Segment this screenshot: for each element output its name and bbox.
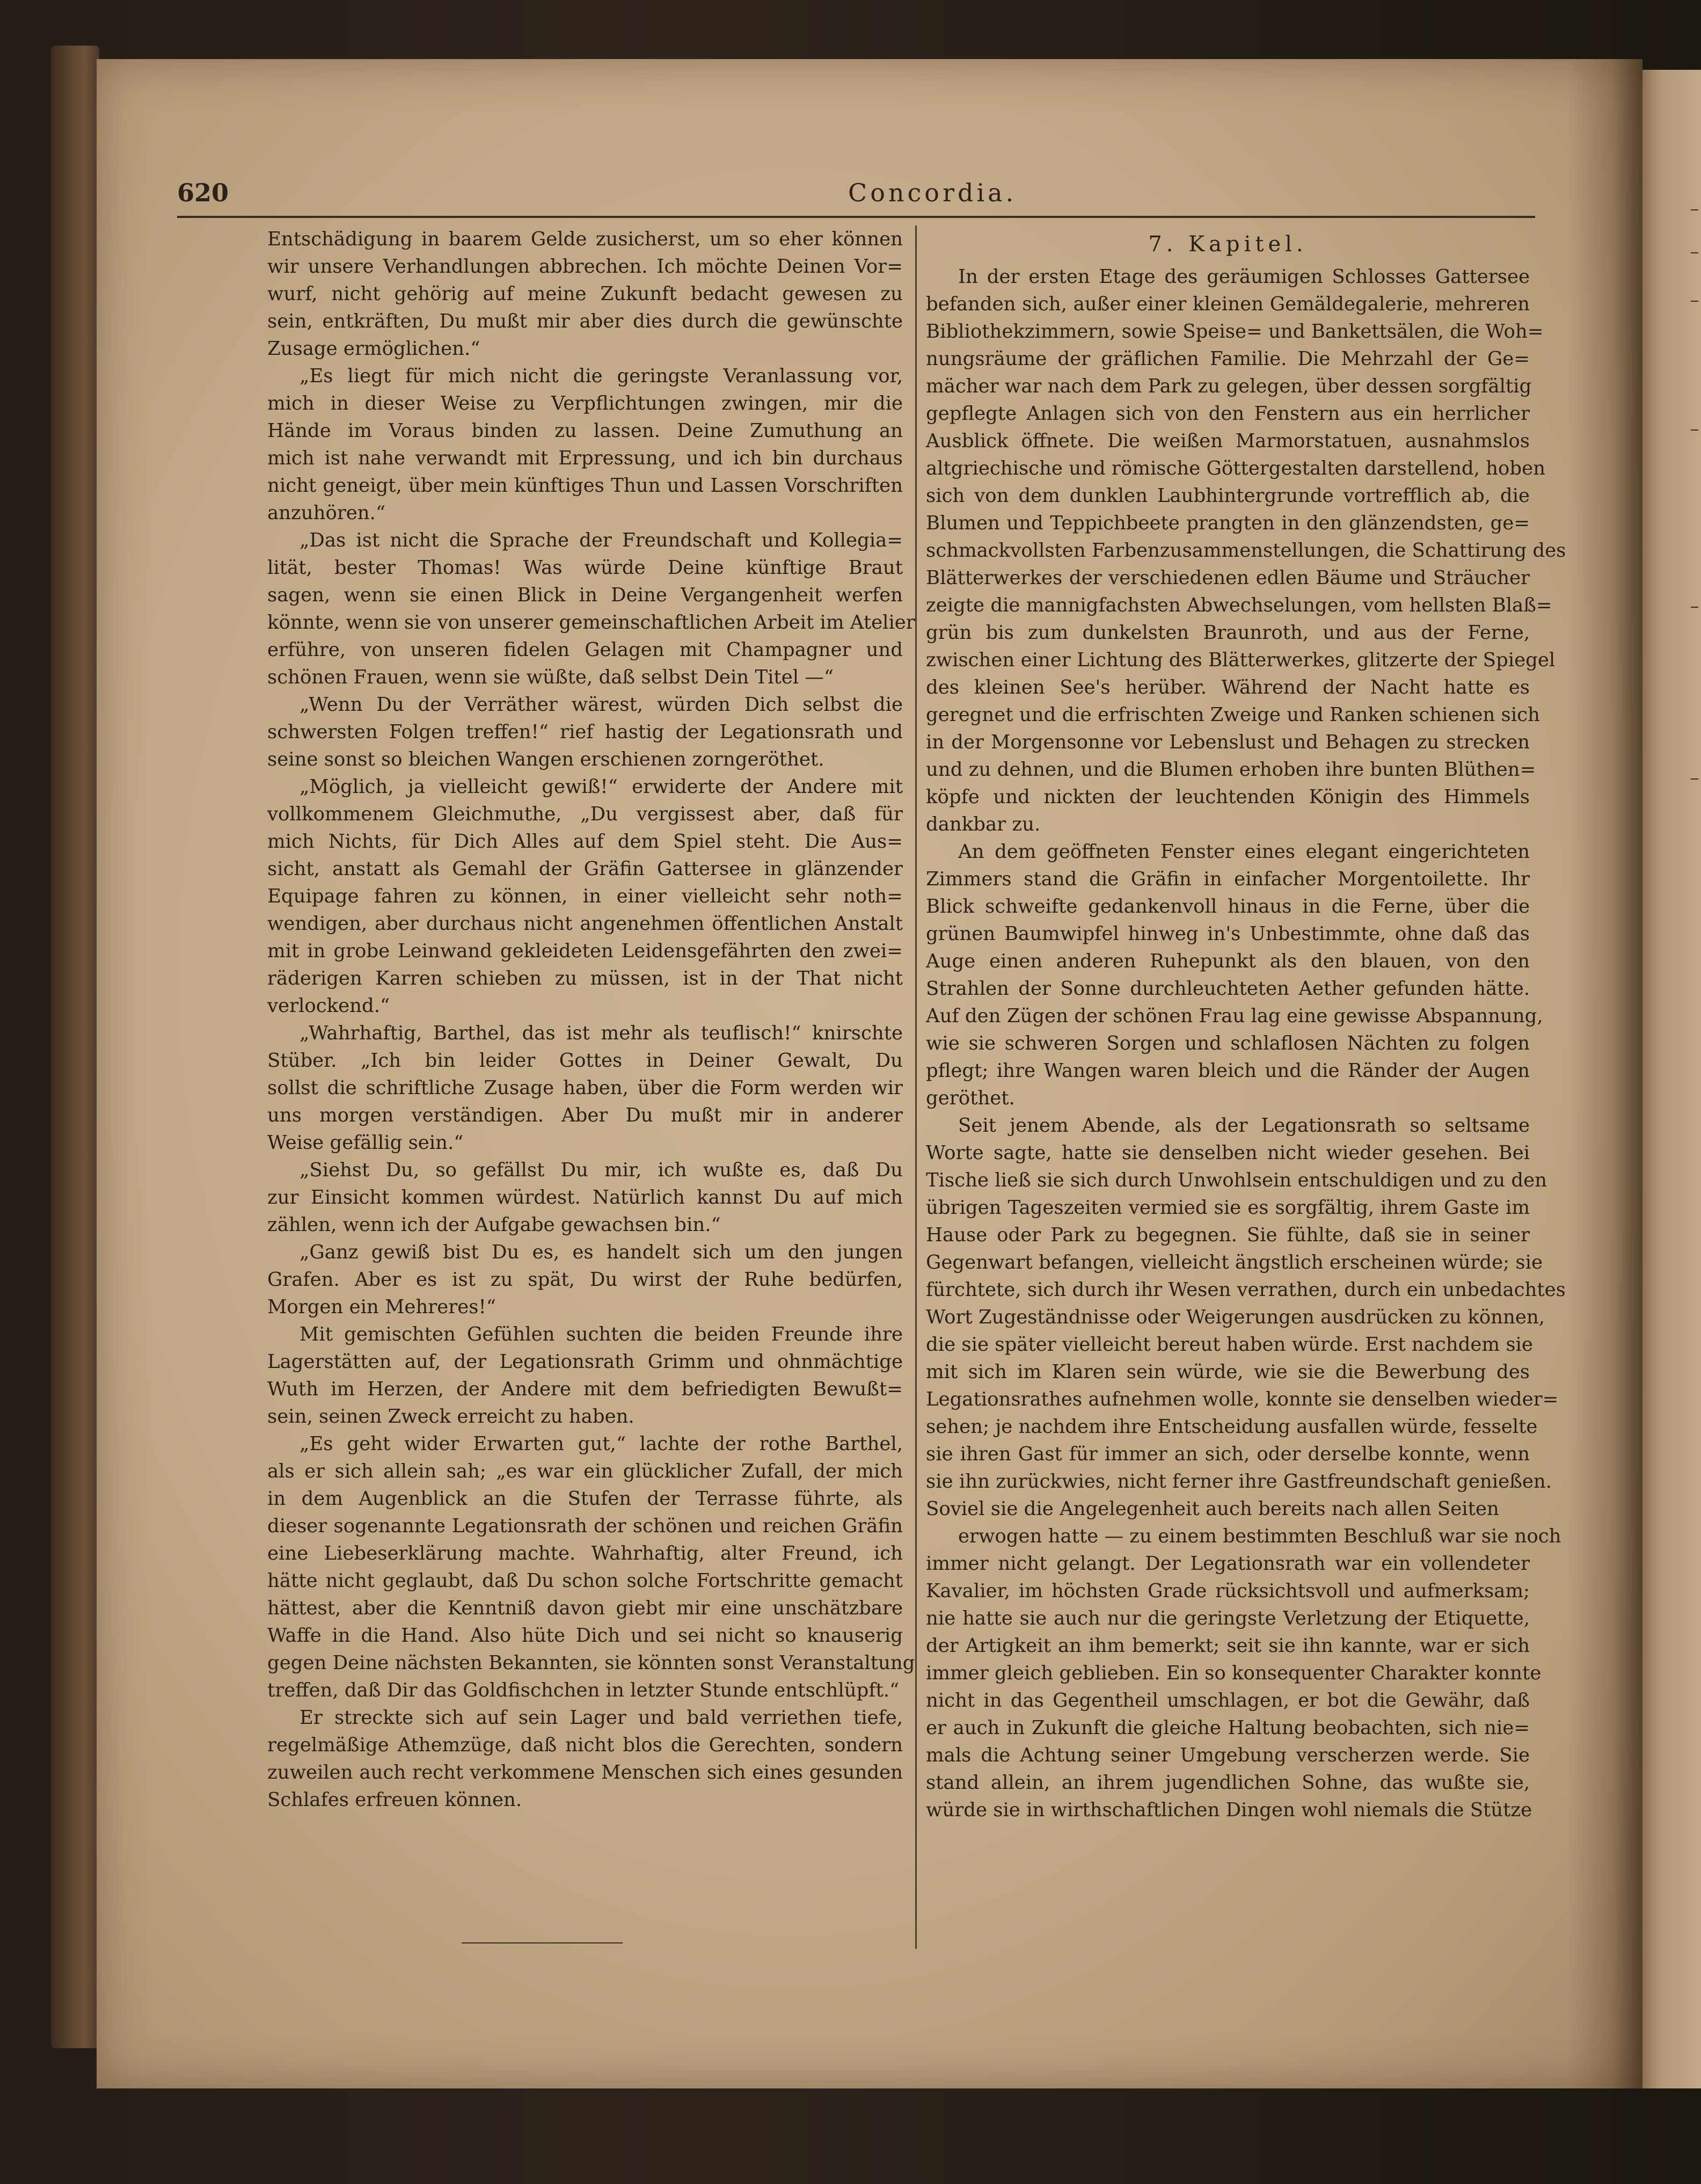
text-line: erwogen hatte — zu einem bestimmten Beschluß war sie noch	[958, 1525, 1561, 1547]
text-line: fürchtete, sich durch ihr Wesen verrathen, durch ein unbedachtes	[926, 1279, 1566, 1301]
text-line: Hände im Voraus binden zu lassen. Deine Zumuthung an	[267, 420, 903, 442]
text-line: lität, bester Thomas! Was würde Deine künftige Braut	[267, 557, 903, 579]
text-line: zwischen einer Lichtung des Blätterwerkes, glitzerte der Spiegel	[926, 649, 1556, 671]
text-line: Seit jenem Abende, als der Legationsrath so seltsame	[958, 1115, 1530, 1137]
next-page-edge-mark	[1691, 607, 1698, 608]
text-line: Waffe in die Hand. Also hüte Dich und sei nicht so knauserig	[267, 1625, 903, 1647]
column-divider	[915, 225, 917, 1949]
text-line: In der ersten Etage des geräumigen Schlosses Gattersee	[958, 266, 1530, 288]
text-line: würde sie in wirthschaftlichen Dingen wohl niemals die Stütze	[926, 1799, 1532, 1821]
text-line: sein, entkräften, Du mußt mir aber dies durch die gewünschte	[267, 310, 903, 332]
text-line: zur Einsicht kommen würdest. Natürlich kannst Du auf mich	[267, 1186, 903, 1209]
text-line: Hause oder Park zu begegnen. Sie fühlte, daß sie in seiner	[926, 1224, 1530, 1246]
text-line: wir unsere Verhandlungen abbrechen. Ich möchte Deinen Vor=	[267, 256, 903, 278]
text-line: sie ihren Gast für immer an sich, oder derselbe konnte, wenn	[926, 1443, 1530, 1465]
text-line: „Wenn Du der Verräther wärest, würden Dich selbst die	[300, 694, 903, 716]
next-page-edge-mark	[1691, 252, 1698, 253]
text-line: „Siehst Du, so gefällst Du mir, ich wußte es, daß Du	[300, 1159, 903, 1181]
text-line: Legationsrathes aufnehmen wolle, konnte sie denselben wieder=	[926, 1388, 1559, 1410]
text-line: als er sich allein sah; „es war ein glücklicher Zufall, der mich	[267, 1460, 903, 1482]
text-line: Zimmers stand die Gräfin in einfacher Morgentoilette. Ihr	[926, 868, 1530, 890]
text-line: Soviel sie die Angelegenheit auch bereits nach allen Seiten	[926, 1498, 1499, 1520]
running-head	[177, 178, 1481, 216]
text-line: Auge einen anderen Ruhepunkt als den blauen, von den	[926, 950, 1530, 972]
text-line: hätte nicht geglaubt, daß Du schon solche Fortschritte gemacht	[267, 1570, 903, 1592]
chapter-heading: 7. Kapitel.	[1148, 232, 1308, 257]
page-gutter-shadow	[1567, 59, 1642, 2088]
text-line: „Wahrhaftig, Barthel, das ist mehr als teuflisch!“ knirschte	[300, 1022, 903, 1044]
text-line: Zusage ermöglichen.“	[267, 338, 480, 360]
left-text-column	[267, 225, 915, 1814]
text-line: Auf den Zügen der schönen Frau lag eine gewisse Abspannung,	[926, 1005, 1543, 1027]
text-line: sehen; je nachdem ihre Entscheidung ausfallen würde, fesselte	[926, 1416, 1538, 1438]
text-line: schmackvollsten Farbenzusammenstellungen, die Schattirung des	[926, 540, 1566, 562]
text-line: mit in grobe Leinwand gekleideten Leidensgefährten den zwei=	[267, 940, 903, 962]
text-line: wie sie schweren Sorgen und schlaflosen Nächten zu folgen	[926, 1032, 1530, 1054]
text-line: Grafen. Aber es ist zu spät, Du wirst der Ruhe bedürfen,	[267, 1269, 903, 1291]
text-line: zählen, wenn ich der Aufgabe gewachsen bin.“	[267, 1214, 721, 1236]
text-line: Morgen ein Mehreres!“	[267, 1296, 496, 1318]
text-line: Strahlen der Sonne durchleuchteten Aether gefunden hätte.	[926, 978, 1530, 1000]
text-line: dieser sogenannte Legationsrath der schönen und reichen Gräfin	[267, 1515, 903, 1537]
text-line: übrigen Tageszeiten vermied sie es sorgfältig, ihrem Gaste im	[926, 1197, 1530, 1219]
text-line: wendigen, aber durchaus nicht angenehmen öffentlichen Anstalt	[267, 913, 903, 935]
next-page-edge-mark	[1691, 429, 1698, 431]
text-line: in der Morgensonne vor Lebenslust und Behagen zu strecken	[926, 731, 1530, 753]
text-line: die sie später vielleicht bereut haben würde. Erst nachdem sie	[926, 1334, 1533, 1356]
text-line: nicht geneigt, über mein künftiges Thun und Lassen Vorschriften	[267, 475, 903, 497]
text-line: in dem Augenblick an die Stufen der Terrasse führte, als	[267, 1488, 903, 1510]
text-line: Schlafes erfreuen können.	[267, 1789, 522, 1811]
text-line: köpfe und nickten der leuchtenden Königin des Himmels	[926, 786, 1530, 808]
text-line: geregnet und die erfrischten Zweige und Ranken schienen sich	[926, 704, 1540, 726]
text-line: nie hatte sie auch nur die geringste Verletzung der Etiquette,	[926, 1607, 1530, 1629]
text-line: hättest, aber die Kenntniß davon giebt mir eine unschätzbare	[267, 1597, 903, 1619]
text-line: und zu dehnen, und die Blumen erhoben ihre bunten Blüthen=	[926, 759, 1536, 781]
text-line: Tische ließ sie sich durch Unwohlsein entschuldigen und zu den	[926, 1169, 1547, 1191]
text-line: des kleinen See's herüber. Während der Nacht hatte es	[926, 676, 1530, 698]
text-line: Bibliothekzimmern, sowie Speise= und Bankettsälen, die Woh=	[926, 321, 1544, 343]
text-line: mächer war nach dem Park zu gelegen, über dessen sorgfältig	[926, 375, 1532, 397]
text-line: Er streckte sich auf sein Lager und bald verriethen tiefe,	[300, 1707, 903, 1729]
text-line: Equipage fahren zu können, in einer vielleicht sehr noth=	[267, 885, 903, 907]
text-line: mit sich im Klaren sein würde, wie sie die Bewerbung des	[926, 1361, 1530, 1383]
text-line: Weise gefällig sein.“	[267, 1132, 464, 1154]
text-line: Wort Zugeständnisse oder Weigerungen ausdrücken zu können,	[926, 1306, 1545, 1328]
text-line: wurf, nicht gehörig auf meine Zukunft bedacht gewesen zu	[267, 283, 903, 305]
text-line: anzuhören.“	[267, 502, 386, 524]
text-line: schwersten Folgen treffen!“ rief hastig der Legationsrath und	[267, 721, 903, 743]
text-line: gegen Deine nächsten Bekannten, sie könnten sonst Veranstaltung	[267, 1652, 915, 1674]
text-line: treffen, daß Dir das Goldfischchen in letzter Stunde entschlüpft.“	[267, 1679, 900, 1701]
text-line: geröthet.	[926, 1087, 1015, 1109]
page-number: 620	[177, 178, 229, 207]
text-line: Blick schweifte gedankenvoll hinaus in die Ferne, über die	[926, 896, 1530, 918]
text-line: An dem geöffneten Fenster eines elegant eingerichteten	[958, 841, 1530, 863]
text-line: Wuth im Herzen, der Andere mit dem befriedigten Bewußt=	[267, 1378, 903, 1400]
text-line: Blätterwerkes der verschiedenen edlen Bäume und Sträucher	[926, 567, 1530, 589]
header-rule	[177, 216, 1535, 218]
text-line: zeigte die mannigfachsten Abwechselungen, vom hellsten Blaß=	[926, 594, 1552, 616]
next-page-edge-mark	[1691, 209, 1698, 210]
text-line: nicht in das Gegentheil umschlagen, er bot die Gewähr, daß	[926, 1690, 1530, 1712]
text-line: zuweilen auch recht verkommene Menschen sich eines gesunden	[267, 1761, 903, 1783]
text-line: verlockend.“	[267, 995, 390, 1017]
text-line: Gegenwart befangen, vielleicht ängstlich erscheinen würde; sie	[926, 1251, 1543, 1273]
text-line: Kavalier, im höchsten Grade rücksichtsvoll und aufmerksam;	[926, 1580, 1530, 1602]
text-line: mich ist nahe verwandt mit Erpressung, und ich bin durchaus	[267, 447, 903, 469]
text-line: uns morgen verständigen. Aber Du mußt mir in anderer	[267, 1104, 903, 1126]
text-line: Mit gemischten Gefühlen suchten die beiden Freunde ihre	[300, 1323, 903, 1345]
text-line: altgriechische und römische Göttergestalten darstellend, hoben	[926, 457, 1546, 479]
next-page-edge-mark	[1691, 301, 1698, 302]
text-line: vollkommenem Gleichmuthe, „Du vergissest aber, daß für	[267, 803, 903, 825]
section-end-rule	[462, 1942, 623, 1943]
text-line: sicht, anstatt als Gemahl der Gräfin Gattersee in glänzender	[267, 858, 903, 880]
text-line: „Möglich, ja vielleicht gewiß!“ erwiderte der Andere mit	[300, 776, 903, 798]
text-line: sie ihn zurückwies, nicht ferner ihre Gastfreundschaft genießen.	[926, 1470, 1552, 1493]
text-line: sich von dem dunklen Laubhintergrunde vortrefflich ab, die	[926, 485, 1530, 507]
text-line: nungsräume der gräflichen Familie. Die Mehrzahl der Ge=	[926, 348, 1530, 370]
text-line: Worte sagte, hatte sie denselben nicht wieder gesehen. Bei	[926, 1142, 1530, 1164]
next-page-edge-mark	[1691, 778, 1698, 780]
right-text-column	[926, 225, 1566, 1824]
text-line: räderigen Karren schieben zu müssen, ist in der That nicht	[267, 967, 903, 989]
text-line: grün bis zum dunkelsten Braunroth, und aus der Ferne,	[926, 622, 1530, 644]
text-line: Lagerstätten auf, der Legationsrath Grimm und ohnmächtige	[267, 1351, 903, 1373]
text-line: mich in dieser Weise zu Verpflichtungen zwingen, mir die	[267, 392, 903, 414]
text-line: „Es liegt für mich nicht die geringste Veranlassung vor,	[300, 365, 903, 387]
text-line: immer gleich geblieben. Ein so konsequenter Charakter konnte	[926, 1662, 1542, 1684]
text-line: „Es geht wider Erwarten gut,“ lachte der rothe Barthel,	[300, 1433, 903, 1455]
text-line: befanden sich, außer einer kleinen Gemäldegalerie, mehreren	[926, 293, 1530, 315]
text-line: sein, seinen Zweck erreicht zu haben.	[267, 1406, 634, 1428]
text-line: immer nicht gelangt. Der Legationsrath war ein vollendeter	[926, 1553, 1530, 1575]
text-line: Ausblick öffnete. Die weißen Marmorstatuen, ausnahmslos	[926, 430, 1530, 452]
text-line: gepflegte Anlagen sich von den Fenstern aus ein herrlicher	[926, 403, 1530, 425]
text-line: Entschädigung in baarem Gelde zusicherst, um so eher können	[267, 228, 903, 250]
text-line: mals die Achtung seiner Umgebung verscherzen werde. Sie	[926, 1744, 1530, 1766]
text-line: seine sonst so bleichen Wangen erschienen zorngeröthet.	[267, 748, 824, 770]
text-line: stand allein, an ihrem jugendlichen Sohne, das wußte sie,	[926, 1772, 1530, 1794]
text-line: erführe, von unseren fidelen Gelagen mit Champagner und	[267, 639, 903, 661]
text-line: sollst die schriftliche Zusage haben, über die Form werden wir	[267, 1077, 903, 1099]
text-line: mich Nichts, für Dich Alles auf dem Spiel steht. Die Aus=	[267, 831, 903, 853]
text-line: er auch in Zukunft die gleiche Haltung beobachten, sich nie=	[926, 1717, 1530, 1739]
next-page-edge	[1642, 70, 1701, 2088]
text-line: eine Liebeserklärung machte. Wahrhaftig, alter Freund, ich	[267, 1542, 903, 1564]
text-line: „Ganz gewiß bist Du es, es handelt sich um den jungen	[300, 1241, 903, 1263]
book-edge-left	[51, 46, 99, 2048]
text-line: „Das ist nicht die Sprache der Freundschaft und Kollegia=	[300, 529, 903, 551]
text-line: regelmäßige Athemzüge, daß nicht blos die Gerechten, sondern	[267, 1734, 903, 1756]
text-line: der Artigkeit an ihm bemerkt; seit sie ihn kannte, war er sich	[926, 1635, 1530, 1657]
text-line: schönen Frauen, wenn sie wüßte, daß selbst Dein Titel —“	[267, 666, 834, 688]
text-line: Blumen und Teppichbeete prangten in den glänzendsten, ge=	[926, 512, 1530, 534]
text-line: dankbar zu.	[926, 813, 1041, 835]
text-line: sagen, wenn sie einen Blick in Deine Vergangenheit werfen	[267, 584, 903, 606]
text-line: Stüber. „Ich bin leider Gottes in Deiner Gewalt, Du	[267, 1050, 903, 1072]
text-line: könnte, wenn sie von unserer gemeinschaftlichen Arbeit im Atelier	[267, 611, 915, 634]
text-line: grünen Baumwipfel hinweg in's Unbestimmte, ohne daß das	[926, 923, 1530, 945]
text-line: pflegt; ihre Wangen waren bleich und die Ränder der Augen	[926, 1060, 1530, 1082]
journal-title: Concordia.	[848, 178, 1017, 207]
